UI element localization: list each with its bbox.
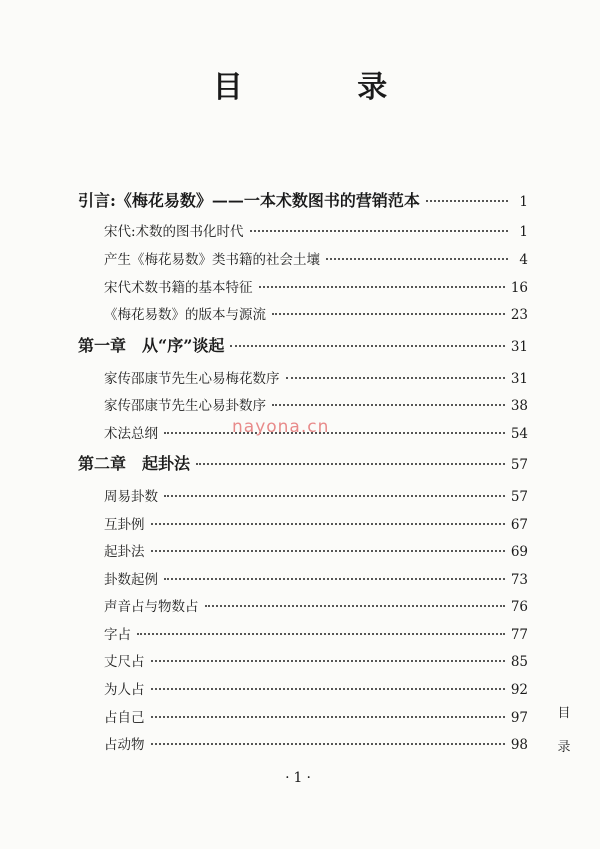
- toc-entry-page: 57: [510, 457, 528, 473]
- toc-entry-page: 97: [510, 710, 528, 726]
- toc-entry-page: 16: [510, 280, 528, 296]
- page-number: ·1·: [285, 770, 315, 786]
- dot-leader: [164, 578, 505, 580]
- watermark: nayona.cn: [232, 417, 330, 437]
- dot-leader: [259, 286, 505, 288]
- toc-entry-label: 字占: [104, 627, 131, 643]
- toc-entry-label: 宋代:术数的图书化时代: [104, 224, 244, 240]
- toc-entry-label: 第一章 从“序”谈起: [78, 336, 225, 355]
- toc-entry: [104, 248, 528, 268]
- toc-entry-label: 第二章 起卦法: [78, 454, 191, 473]
- toc-entry-label: 为人占: [104, 682, 145, 698]
- toc-entry-label: 产生《梅花易数》类书籍的社会土壤: [104, 252, 320, 268]
- toc-entry-page: 77: [510, 627, 528, 643]
- dot-leader: [151, 688, 505, 690]
- toc-entry-page: 31: [510, 339, 528, 355]
- dot-leader: [151, 743, 505, 745]
- toc-entry: [104, 650, 528, 670]
- toc-entry-page: 1: [519, 224, 528, 240]
- side-section-label: 目录: [557, 706, 571, 755]
- toc-entry-page: 57: [510, 489, 528, 505]
- dot-leader: [164, 432, 505, 434]
- toc-entry: [78, 333, 528, 356]
- toc-entry-page: 4: [519, 252, 528, 268]
- toc-entry: [104, 623, 528, 643]
- toc-entry-label: 周易卦数: [104, 489, 158, 505]
- toc-entry-page: 76: [510, 599, 528, 615]
- dot-leader: [151, 550, 505, 552]
- toc-entry-page: 73: [510, 572, 528, 588]
- toc-entry-page: 67: [510, 517, 528, 533]
- toc-entry: [104, 733, 528, 753]
- toc-entry-page: 85: [510, 654, 528, 670]
- toc-entry-label: 《梅花易数》的版本与源流: [104, 307, 266, 323]
- toc-entry: [104, 303, 528, 323]
- toc-entry-page: 54: [510, 426, 528, 442]
- dot-leader: [326, 258, 508, 260]
- dot-leader: [272, 404, 505, 406]
- toc-entry: [104, 706, 528, 726]
- toc-entry: [78, 188, 528, 211]
- toc-entry: [104, 678, 528, 698]
- toc-entry-label: 丈尺占: [104, 654, 145, 670]
- dot-leader: [426, 200, 508, 202]
- toc-entry: [104, 595, 528, 615]
- toc-entry-label: 家传邵康节先生心易卦数序: [104, 398, 266, 414]
- toc-entry-page: 92: [510, 682, 528, 698]
- dot-leader: [205, 605, 505, 607]
- toc-entry-label: 占自己: [104, 710, 145, 726]
- toc-entry-label: 卦数起例: [104, 572, 158, 588]
- toc-entry-label: 家传邵康节先生心易梅花数序: [104, 371, 280, 387]
- toc-entry: [104, 568, 528, 588]
- toc-entry-page: 31: [510, 371, 528, 387]
- dot-leader: [151, 716, 505, 718]
- dot-leader: [272, 313, 505, 315]
- dot-leader: [286, 377, 505, 379]
- dot-leader: [151, 660, 505, 662]
- toc-entry-page: 1: [519, 194, 528, 210]
- dot-leader: [196, 463, 505, 465]
- toc-entry: [104, 220, 528, 240]
- toc-entry-label: 引言:《梅花易数》——一本术数图书的营销范本: [78, 191, 420, 210]
- toc-entry: [104, 485, 528, 505]
- toc-entry-page: 98: [510, 737, 528, 753]
- toc-entry-label: 声音占与物数占: [104, 599, 199, 615]
- dot-leader: [230, 345, 504, 347]
- toc-entry-label: 宋代术数书籍的基本特征: [104, 280, 253, 296]
- toc-entry-label: 占动物: [104, 737, 145, 753]
- page-title: 目 录: [212, 70, 440, 105]
- toc-entry-label: 起卦法: [104, 544, 145, 560]
- dot-leader: [137, 633, 505, 635]
- dot-leader: [151, 523, 505, 525]
- toc-entry: [104, 540, 528, 560]
- toc-entry: [104, 394, 528, 414]
- toc-entry: [104, 276, 528, 296]
- toc-entry: [104, 367, 528, 387]
- toc-entry-page: 38: [510, 398, 528, 414]
- dot-leader: [250, 230, 508, 232]
- toc-entry-label: 互卦例: [104, 517, 145, 533]
- dot-leader: [164, 495, 505, 497]
- toc-entry: [104, 513, 528, 533]
- toc-entry: [78, 451, 528, 474]
- toc-entry-page: 69: [510, 544, 528, 560]
- toc-entry-label: 术法总纲: [104, 426, 158, 442]
- toc-entry-page: 23: [510, 307, 528, 323]
